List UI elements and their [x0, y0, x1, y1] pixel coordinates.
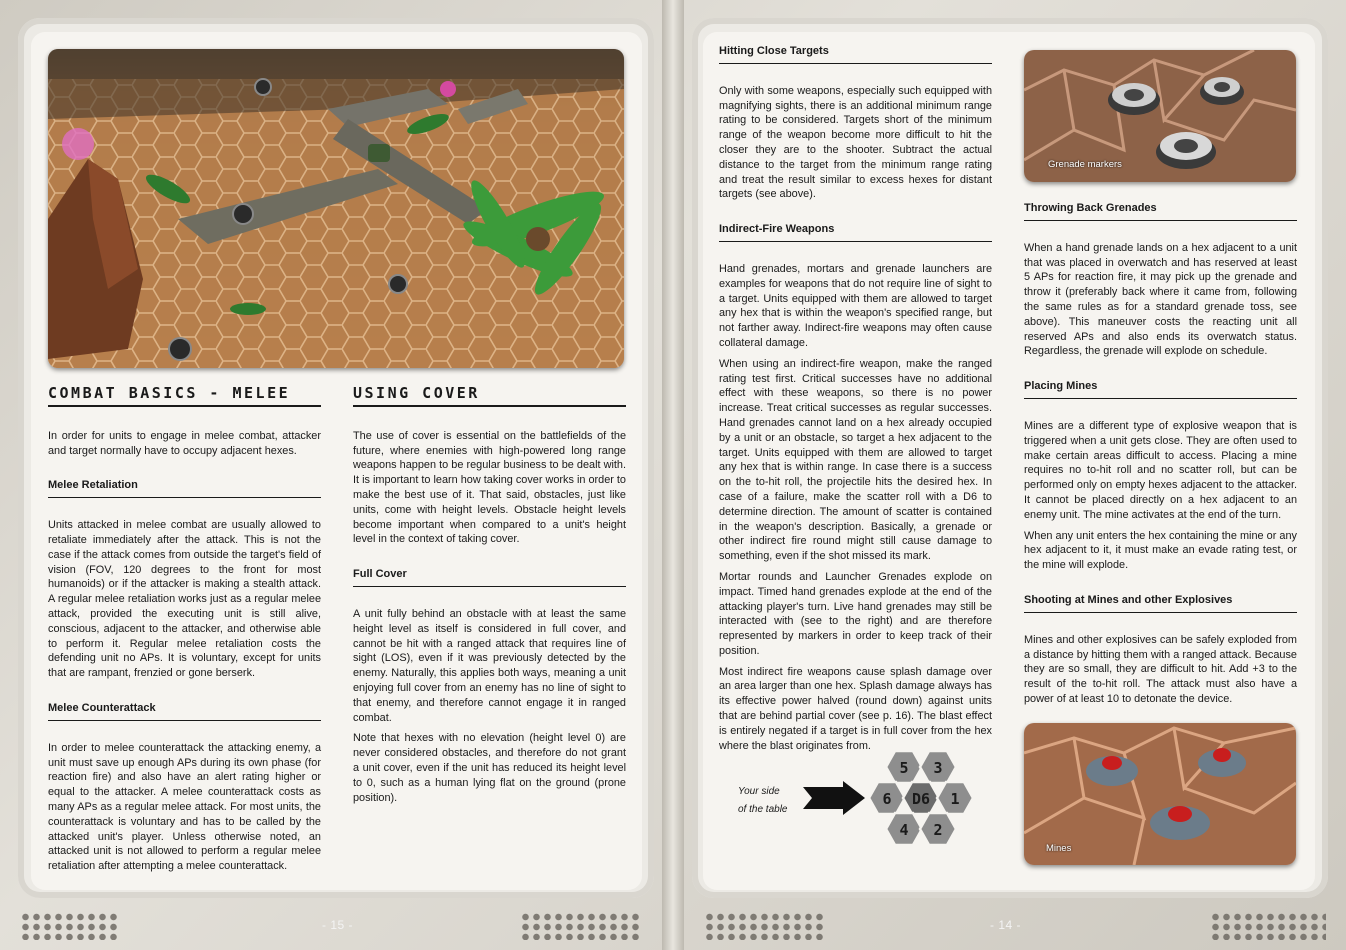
close-targets-text: Only with some weapons, especially such equipped with magnifying sights, there is an additional minimum range rating to be considered. Targets short of the minimum range of the weapon become more difficult to hit the closer they are to the shooter. Subtract the actual distance to the target from the minimum range rating and treat the result similar to excess hexes for distant targets (see above). — [719, 84, 992, 201]
cover-heading: USING COVER — [353, 386, 626, 407]
hex-label-2: 2 — [933, 821, 943, 839]
footer-dots-right-1 — [704, 912, 824, 940]
throwing-back-heading: Throwing Back Grenades — [1024, 201, 1297, 221]
indirect-fire-heading: Indirect-Fire Weapons — [719, 222, 992, 242]
battlefield-image — [48, 49, 624, 368]
battlefield-photo — [48, 49, 624, 368]
mines-caption: Mines — [1046, 843, 1072, 854]
melee-intro: In order for units to engage in melee combat, attacker and target normally have to occupy adjacent hexes. — [48, 429, 321, 457]
melee-retaliation-text: Units attacked in melee combat are usually allowed to retaliate immediately after the attack. This is not the case if the attack comes from outside the target's field of vision (FOV, 120 degrees to the front for most humanoids) or if the attacker is making a stealth attack. A regular melee retaliation works just as a regular melee attack, provided the executing unit is still alive, conscious, adjacent to the attacker, and otherwise able to perform it. Regular melee retaliation costs the defending unit no APs. It is voluntary, except for units that are rampant, frenzied or gone berserk. — [48, 519, 321, 680]
arrow-icon — [803, 781, 865, 815]
hex-label-1: 1 — [950, 790, 960, 808]
full-cover-text: A unit fully behind an obstacle with at least the same height level as itself is considered in full cover, and cannot be hit with a ranged attack that requires line of sight (LOS), even if it was previously detected by the enemy. Naturally, this applies both ways, meaning a unit enjoying full cover from an enemy has no line of sight to that enemy, and therefore cannot engage it in ranged combat. — [353, 607, 626, 724]
footer-dots-right-2 — [1210, 912, 1326, 940]
melee-retaliation-heading: Melee Retaliation — [48, 478, 321, 498]
hex-label-4: 4 — [899, 821, 909, 839]
hex-label-6: 6 — [882, 790, 892, 808]
shooting-mines-text: Mines and other explosives can be safely exploded from a distance by hitting them with a ranged attack. Because they are so small, they are difficult to hit. Add +3 to the result of the to-hit roll. The attack must also have a power of at least 10 to detonate the device. — [1024, 633, 1297, 705]
melee-column — [48, 386, 321, 880]
grenade-caption: Grenade markers — [1048, 159, 1122, 170]
grenade-markers-photo — [1024, 50, 1296, 182]
hex-label-center: D6 — [911, 790, 931, 808]
full-cover-heading: Full Cover — [353, 567, 626, 587]
page-number-right: - 14 - — [990, 918, 1022, 932]
scatter-diagram — [730, 745, 980, 855]
hex-label-5: 5 — [899, 759, 909, 777]
cover-intro: The use of cover is essential on the battlefields of the future, where enemies with high-powered long range weapons happen to be regular business to be dealt with. It is important to learn how taking cover works in order to make the best use of it. That said, obstacles, just like units, come with height levels. Obstacle height levels become important when compared to a unit's height level in the context of taking cover. — [353, 429, 626, 546]
indirect-fire-p1: Hand grenades, mortars and grenade launchers are examples for weapons that do not require line of sight to a target. Units equipped with them are allowed to target any hex that is within the weapon's specified range, but not farther away. Indirect-fire weapons may often cause collateral damage. — [719, 262, 992, 349]
throwing-back-text: When a hand grenade lands on a hex adjacent to a unit that was placed in overwatch and has reserved at least 5 APs for reaction fire, it may pick up the grenade and throw it (preferably back where it came from, following the same rules as for a standard grenade toss, see above). This maneuver costs the reacting unit all reserved APs and also ends its overwatch status. Regardless, the grenade will explode on schedule. — [1024, 241, 1297, 358]
hex-label-3: 3 — [933, 759, 943, 777]
your-side-label-1: Your side — [738, 786, 780, 797]
explosives-column — [1024, 201, 1297, 713]
placing-mines-heading: Placing Mines — [1024, 379, 1297, 399]
cover-note-text: Note that hexes with no elevation (height level 0) are never considered obstacles, and therefore do not grant a unit cover, even if the unit has reduced its height level to 0, such as a human lying flat on the ground (prone position). — [353, 732, 626, 804]
melee-heading: COMBAT BASICS - MELEE — [48, 386, 321, 407]
melee-counterattack-text: In order to melee counterattack the attacking enemy, a unit must save up enough APs during its own phase (for reaction fire) and also have an alert rating higher or equal to the attacker. A melee counterattack costs as many APs as a regular melee attack. For most units, the counterattack is voluntary and has to be called by the attacked unit's player. Unless otherwise noted, an attacked unit is not allowed to perform a regular melee retaliation after attempting a melee counterattack. — [48, 741, 321, 873]
indirect-fire-p3: Mortar rounds and Launcher Grenades explode on impact. Timed hand grenades explode at the end of the attacking player's turn. Live hand grenades may still be interacted with (see to the right) and are therefore represented by markers in order to keep track of their position. — [719, 570, 992, 657]
footer-dots-left-1 — [20, 912, 120, 940]
melee-counterattack-heading: Melee Counterattack — [48, 701, 321, 721]
page-number-left: - 15 - — [322, 918, 354, 932]
book-spine — [662, 0, 684, 950]
indirect-column — [719, 44, 992, 759]
shooting-mines-heading: Shooting at Mines and other Explosives — [1024, 593, 1297, 613]
footer-dots-left-2 — [520, 912, 640, 940]
close-targets-heading: Hitting Close Targets — [719, 44, 992, 64]
indirect-fire-p2: When using an indirect-fire weapon, make the ranged rating test first. Critical successes have no additional effect with these weapons, so there is no power increase. Treat critical successes as regular successes. Hand grenades cannot land on a hex already occupied by a unit or an obstacle, so target a hex adjacent to the target. Units equipped with them are allowed to target any hex that is within range. In case there is a success on the to-hit roll, the projectile hits the desired hex. In case of a failure, make the scatter roll with a D6 to determine direction. The amount of scatter is contained in the weapon's description. Basically, a grenade or other indirect fire round might still cause damage to something, even if the shot missed its mark. — [719, 357, 992, 563]
your-side-label-2: of the table — [738, 804, 788, 815]
placing-mines-p1: Mines are a different type of explosive weapon that is triggered when a unit gets close. They are often used to make certain areas difficult to access. Placing a mine requires no to-hit roll and no scatter roll, but can be performed only on empty hexes adjacent to the attacker. It cannot be placed directly on a hex adjacent to an enemy unit. The mine activates at the end of the turn. — [1024, 419, 1297, 521]
cover-column — [353, 386, 626, 811]
indirect-fire-p4: Most indirect fire weapons cause splash damage over an area larger than one hex. Splash damage always has its effective power halved (round down) against units that are behind partial cover (see p. 16). The blast effect is entirely negated if a target is in full cover from the hex where the blast originates from. — [719, 665, 992, 752]
placing-mines-p2: When any unit enters the hex containing the mine or any hex adjacent to it, it must make an evade rating test, or the mine will explode. — [1024, 529, 1297, 572]
mines-photo — [1024, 723, 1296, 865]
